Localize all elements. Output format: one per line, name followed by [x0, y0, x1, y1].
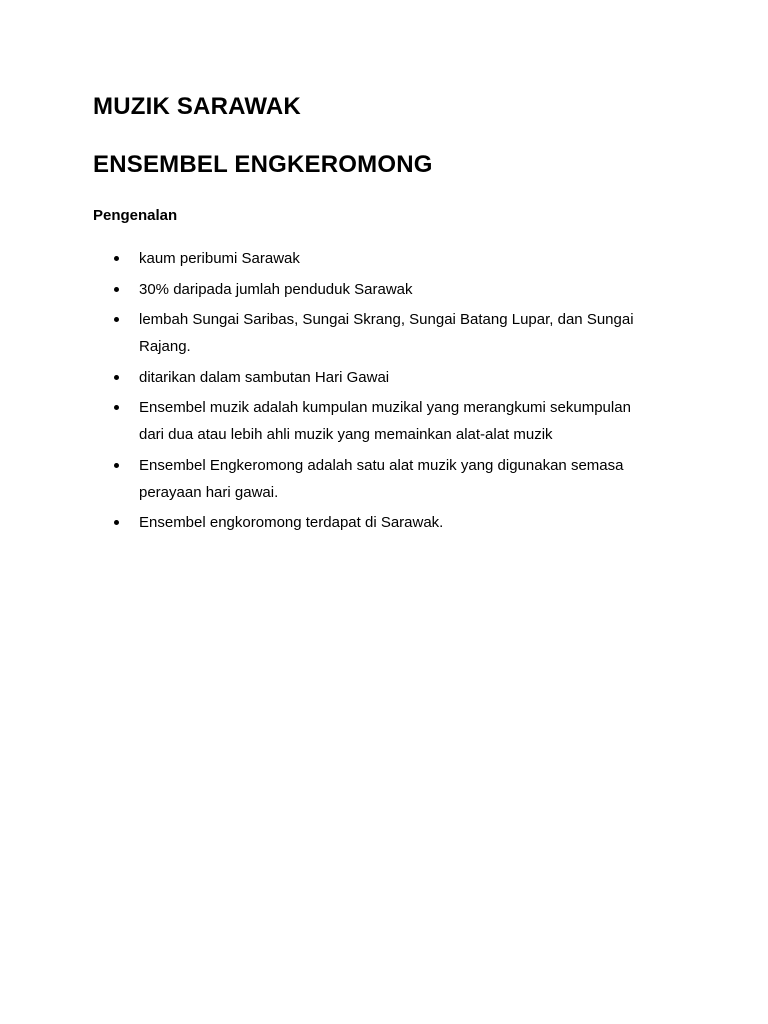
bullet-icon: [114, 405, 119, 410]
list-item: [0, 394, 768, 448]
list-item: [0, 245, 768, 272]
list-item: [0, 306, 768, 360]
bullet-icon: [114, 317, 119, 322]
bullet-icon: [114, 463, 119, 468]
document-title: MUZIK SARAWAK: [93, 93, 301, 120]
list-item: [0, 364, 768, 391]
list-item-text: lembah Sungai Saribas, Sungai Skrang, Sungai Batang Lupar, dan Sungai Rajang.: [139, 311, 634, 355]
list-item-text: Ensembel muzik adalah kumpulan muzikal yang merangkumi sekumpulan dari dua atau lebih ahli muzik yang memainkan alat-alat muzik: [139, 399, 631, 443]
list-item-text: kaum peribumi Sarawak: [139, 250, 300, 267]
bullet-icon: [114, 287, 119, 292]
section-heading: Pengenalan: [93, 207, 178, 224]
document-subtitle: ENSEMBEL ENGKEROMONG: [93, 151, 433, 178]
list-item: [0, 452, 768, 506]
list-item: [0, 276, 768, 303]
list-item-text: Ensembel engkoromong terdapat di Sarawak.: [139, 514, 444, 531]
bullet-list: [0, 245, 768, 540]
bullet-icon: [114, 256, 119, 261]
list-item: [0, 509, 768, 536]
bullet-icon: [114, 520, 119, 525]
list-item-text: ditarikan dalam sambutan Hari Gawai: [139, 368, 390, 386]
bullet-icon: [114, 375, 119, 380]
list-item-text: Ensembel Engkeromong adalah satu alat muzik yang digunakan semasa perayaan hari gawai.: [139, 456, 624, 501]
list-item-text: 30% daripada jumlah penduduk Sarawak: [139, 280, 413, 298]
